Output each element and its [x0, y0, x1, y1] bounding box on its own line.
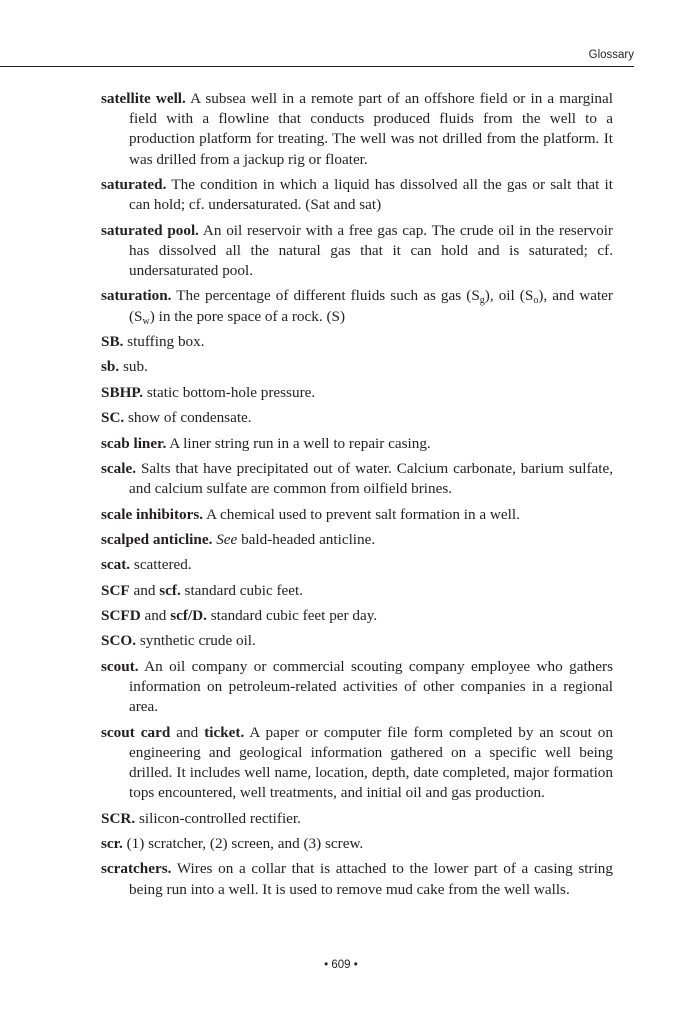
glossary-entry	[101, 383, 613, 403]
entry-conjunction: and	[176, 723, 199, 741]
glossary-entry	[101, 631, 613, 651]
glossary-entry	[101, 859, 613, 899]
entry-definition: static bottom-hole pressure.	[146, 383, 316, 401]
entry-term: scab liner.	[101, 434, 167, 452]
glossary-entry	[101, 286, 613, 326]
glossary-entries	[101, 89, 613, 905]
entry-definition: sub.	[122, 358, 148, 376]
entry-definition: scattered.	[133, 556, 192, 574]
subscript-g: g	[479, 295, 485, 307]
entry-term-alt: scf.	[159, 581, 181, 599]
entry-conjunction: and	[144, 607, 167, 625]
entry-term: scout card	[101, 723, 171, 741]
entry-definition: See bald-headed anticline.	[216, 530, 376, 548]
glossary-entry	[101, 606, 613, 626]
entry-definition: The condition in which a liquid has dissolved all the gas or salt that it can hold; cf. undersaturated. (Sat and sat)	[129, 176, 613, 214]
entry-term: sb.	[101, 358, 120, 376]
entry-term: SC.	[101, 409, 125, 427]
entry-term: SCF	[101, 581, 130, 599]
entry-term-alt: scf/D.	[170, 607, 207, 625]
entry-definition: Wires on a collar that is attached to the lower part of a casing string being run into a well. It is used to remove mud cake from the well walls.	[129, 860, 613, 898]
entry-term: scr.	[101, 835, 123, 853]
entry-term: saturation.	[101, 287, 172, 305]
glossary-entry	[101, 505, 613, 525]
subscript-w: w	[142, 315, 150, 327]
entry-definition: stuffing box.	[127, 332, 205, 350]
glossary-entry	[101, 175, 613, 215]
entry-definition: silicon-controlled rectifier.	[138, 809, 301, 827]
glossary-entry	[101, 809, 613, 829]
entry-term: SCO.	[101, 632, 137, 650]
entry-term: SB.	[101, 332, 124, 350]
entry-term: saturated.	[101, 176, 167, 193]
entry-definition: A paper or computer file form completed by an scout on engineering and geological information gathered on a specific well being drilled. It includes well name, location, depth, date completed, major formation tops encountered, well treatments, and initial oil and gas production.	[129, 723, 613, 802]
glossary-entry	[101, 459, 613, 499]
entry-term: satellite well.	[101, 90, 186, 107]
glossary-entry	[101, 357, 613, 377]
entry-term: scalped anticline.	[101, 530, 213, 548]
entry-term: SBHP.	[101, 383, 144, 401]
glossary-entry	[101, 581, 613, 601]
entry-definition: An oil company or commercial scouting company employee who gathers information on petroleum-related activities of other companies in a regional area.	[129, 657, 613, 716]
entry-definition: Salts that have precipitated out of water. Calcium carbonate, barium sulfate, and calcium sulfate are common from oilfield brines.	[129, 459, 614, 498]
entry-definition: An oil reservoir with a free gas cap. The crude oil in the reservoir has dissolved all the natural gas that it can hold and is saturated; cf. undersaturated pool.	[129, 221, 613, 279]
subscript-o: o	[533, 295, 539, 307]
glossary-entry	[101, 723, 613, 804]
running-header: Glossary	[588, 49, 634, 61]
page-number: • 609 •	[324, 959, 358, 971]
glossary-entry	[101, 657, 613, 718]
entry-definition: A chemical used to prevent salt formation in a well.	[206, 505, 520, 523]
glossary-entry	[101, 530, 613, 550]
entry-definition: A subsea well in a remote part of an offshore field or in a marginal field with a flowline that conducts produced fluids from the well to a production platform for treating. The well was not drilled from the platform. It was drilled from a jackup rig or floater.	[129, 90, 613, 168]
glossary-entry	[101, 834, 613, 854]
glossary-entry	[101, 555, 613, 575]
header-rule	[0, 66, 634, 67]
entry-term: SCR.	[101, 809, 136, 827]
entry-term: scale.	[101, 459, 137, 477]
glossary-entry	[101, 221, 613, 282]
entry-definition: standard cubic feet per day.	[210, 607, 378, 625]
see-reference: See	[216, 530, 238, 548]
glossary-entry	[101, 408, 613, 428]
entry-definition: synthetic crude oil.	[139, 632, 256, 650]
entry-term: saturated pool.	[101, 221, 199, 239]
entry-term: scout.	[101, 657, 139, 675]
entry-conjunction: and	[133, 581, 156, 599]
entry-term-alt: ticket.	[204, 723, 245, 741]
glossary-entry	[101, 434, 613, 454]
entry-term: SCFD	[101, 607, 141, 625]
entry-definition: (1) scratcher, (2) screen, and (3) screw.	[126, 835, 364, 853]
entry-definition: standard cubic feet.	[184, 581, 304, 599]
entry-definition: A liner string run in a well to repair casing.	[169, 434, 431, 452]
glossary-entry	[101, 332, 613, 352]
entry-term: scratchers.	[101, 860, 172, 878]
glossary-entry	[101, 89, 613, 170]
entry-definition: The percentage of different fluids such as gas $(S_g)$, oil $(S_o)$, and water $(S_w)$ in the pore space of a rock. (S)	[129, 287, 613, 327]
entry-term: scat.	[101, 556, 131, 574]
entry-definition: show of condensate.	[128, 409, 252, 427]
entry-term: scale inhibitors.	[101, 505, 204, 523]
